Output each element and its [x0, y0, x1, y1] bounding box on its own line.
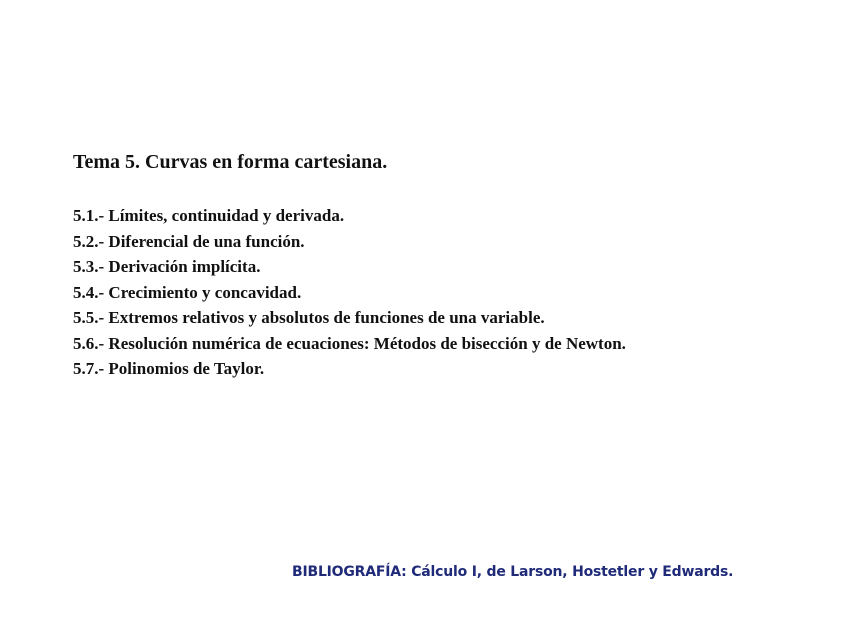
slide-title: Tema 5. Curvas en forma cartesiana.	[73, 151, 388, 173]
bibliography-note: BIBLIOGRAFÍA: Cálculo I, de Larson, Hostetler y Edwards.	[292, 564, 734, 580]
topic-item: 5.1.- Límites, continuidad y derivada.	[73, 206, 345, 225]
topic-item: 5.5.- Extremos relativos y absolutos de funciones de una variable.	[73, 308, 545, 327]
topic-item: 5.7.- Polinomios de Taylor.	[73, 359, 265, 378]
topic-item: 5.3.- Derivación implícita.	[73, 257, 261, 276]
topic-item: 5.4.- Crecimiento y concavidad.	[73, 282, 302, 302]
topic-list	[73, 203, 626, 382]
topic-item: 5.6.- Resolución numérica de ecuaciones: Métodos de bisección y de Newton.	[73, 333, 626, 353]
topic-item: 5.2.- Diferencial de una función.	[73, 231, 305, 251]
